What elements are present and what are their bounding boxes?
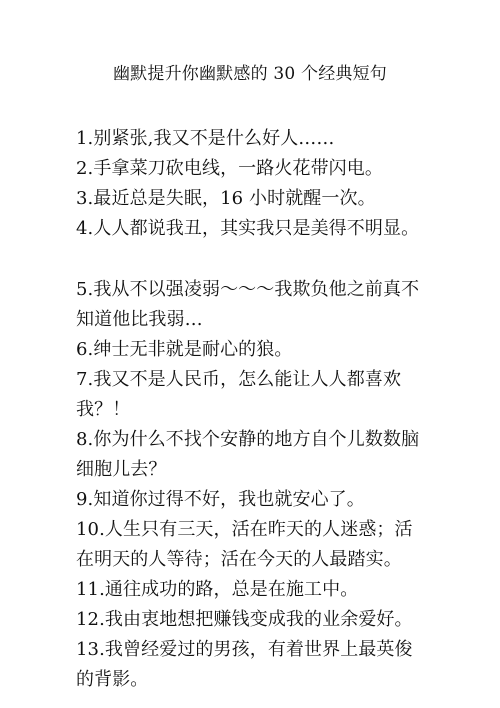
list-item: 8.你为什么不找个安静的地方自个儿数数脑细胞儿去？ bbox=[76, 429, 420, 480]
paragraph-gap bbox=[76, 244, 426, 275]
list-item: 7.我又不是人民币，怎么能让人人都喜欢我？！ bbox=[76, 369, 402, 420]
list-item: 12.我由衷地想把赚钱变成我的业余爱好。 bbox=[76, 609, 413, 630]
page-title: 幽默提升你幽默感的 30 个经典短句 bbox=[112, 64, 388, 84]
list-item: 1.别紧张,我又不是什么好人…… bbox=[76, 128, 335, 149]
list-item: 11.通往成功的路，总是在施工中。 bbox=[76, 579, 359, 600]
list-item: 5.我从不以强凌弱～～～我欺负他之前真不知道他比我弱… bbox=[76, 279, 420, 330]
list-item: 13.我曾经爱过的男孩，有着世界上最英俊的背影。 bbox=[76, 639, 413, 690]
list-item: 9.知道你过得不好，我也就安心了。 bbox=[76, 489, 365, 510]
quote-list bbox=[76, 124, 426, 695]
list-item: 4.人人都说我丑，其实我只是美得不明显。 bbox=[76, 218, 420, 239]
list-item: 2.手拿菜刀砍电线，一路火花带闪电。 bbox=[76, 158, 383, 179]
list-item: 3.最近总是失眠，16 小时就醒一次。 bbox=[76, 188, 376, 209]
list-item: 6.绅士无非就是耐心的狼。 bbox=[76, 339, 293, 360]
list-item: 10.人生只有三天，活在昨天的人迷惑；活在明天的人等待；活在今天的人最踏实。 bbox=[76, 519, 413, 570]
